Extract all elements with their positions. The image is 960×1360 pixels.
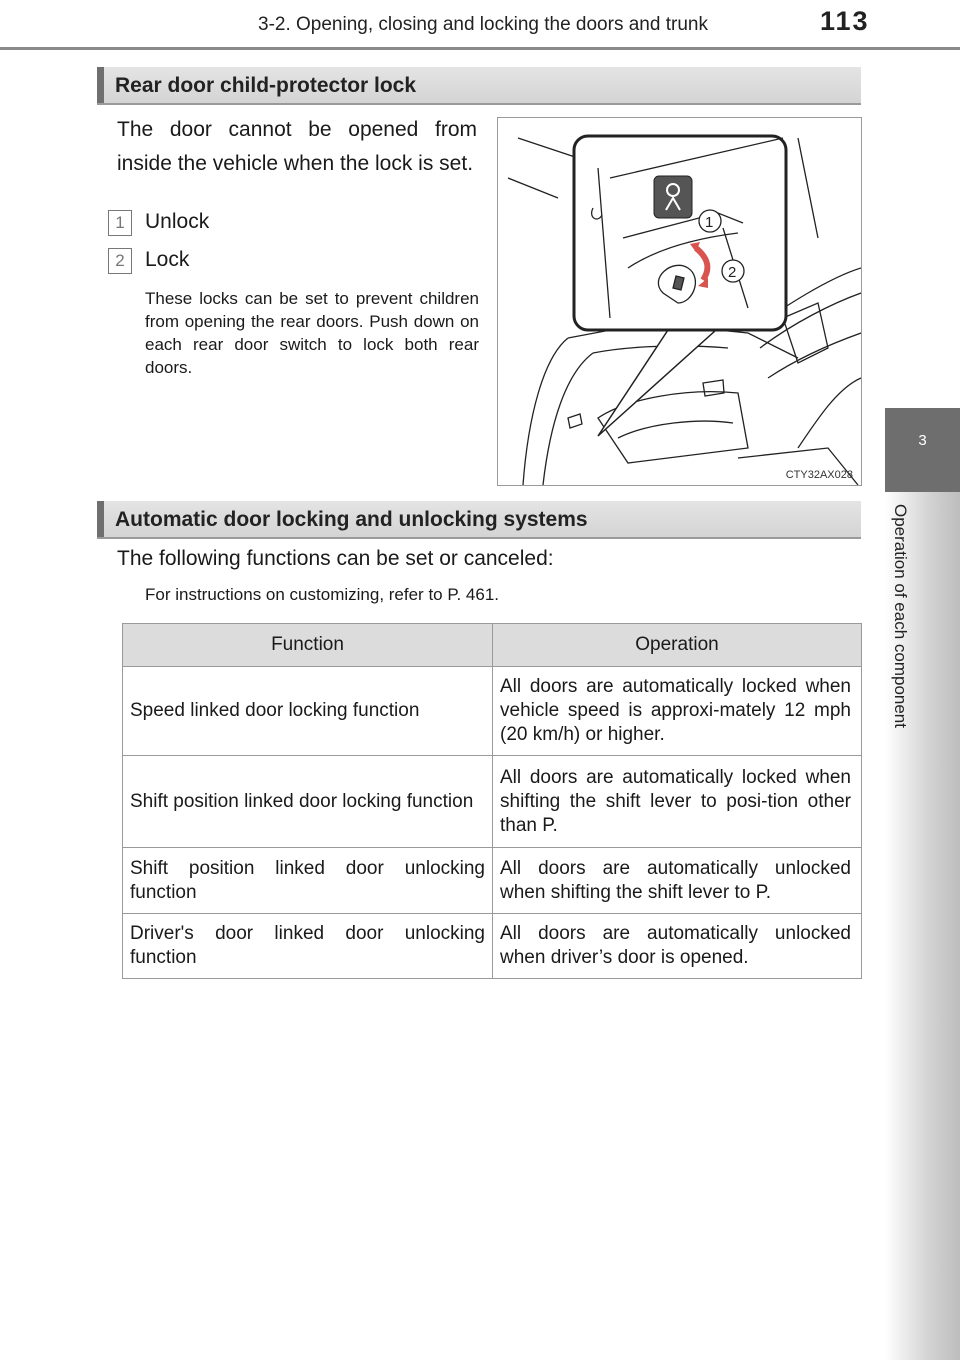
section-title: Automatic door locking and unlocking systems [115, 508, 588, 531]
section-accent [97, 501, 104, 537]
operation-cell: All doors are automatically locked when shifting the shift lever to posi-tion other than P. [493, 756, 862, 848]
callout-1: 1 [705, 214, 714, 231]
child-lock-description: The door cannot be opened from inside the vehicle when the lock is set. [117, 118, 477, 175]
header-title: 3-2. Opening, closing and locking the doors and trunk [258, 14, 708, 35]
chapter-side-label [882, 504, 910, 804]
function-cell: Driver's door linked door unlocking function [123, 914, 493, 979]
column-header-function: Function [123, 624, 493, 667]
chapter-side-label-text: Operation of each component [891, 504, 910, 728]
list-item-lock [108, 248, 189, 274]
operation-cell: All doors are automatically unlocked when driver’s door is opened. [493, 914, 862, 979]
auto-lock-intro: The following functions can be set or canceled: [117, 547, 554, 570]
column-header-operation: Operation [493, 624, 862, 667]
door-illustration-svg [498, 118, 861, 485]
page-number: 113 [820, 6, 870, 36]
table-row [123, 914, 862, 979]
figure-code: CTY32AX028 [785, 469, 853, 481]
section-heading-child-lock [97, 67, 861, 105]
chapter-tab [885, 408, 960, 492]
section-accent [97, 67, 104, 103]
child-lock-illustration [497, 117, 862, 486]
table-row [123, 848, 862, 914]
function-cell: Shift position linked door unlocking function [123, 848, 493, 914]
operation-cell: All doors are automatically locked when vehicle speed is approxi-mately 12 mph (20 km/h) or higher. [493, 667, 862, 756]
item-label: Unlock [145, 210, 210, 233]
list-item-unlock [108, 210, 209, 236]
callout-2: 2 [728, 264, 737, 281]
item-label: Lock [145, 248, 190, 271]
table-row [123, 756, 862, 848]
chapter-number: 3 [918, 432, 927, 449]
child-lock-note: These locks can be set to prevent children from opening the rear doors. Push down on each rear door switch to lock both rear doors. [145, 289, 479, 377]
table-header-row [123, 624, 862, 667]
item-number-badge: 2 [108, 248, 132, 274]
function-cell: Shift position linked door locking function [123, 756, 493, 848]
item-number-badge: 1 [108, 210, 132, 236]
section-heading-auto-locking [97, 501, 861, 539]
header-rule [0, 47, 960, 50]
table-row [123, 667, 862, 756]
auto-lock-note: For instructions on customizing, refer to P. 461. [145, 585, 500, 604]
section-title: Rear door child-protector lock [115, 74, 417, 97]
functions-table [122, 623, 862, 979]
operation-cell: All doors are automatically unlocked when shifting the shift lever to P. [493, 848, 862, 914]
function-cell: Speed linked door locking function [123, 667, 493, 756]
